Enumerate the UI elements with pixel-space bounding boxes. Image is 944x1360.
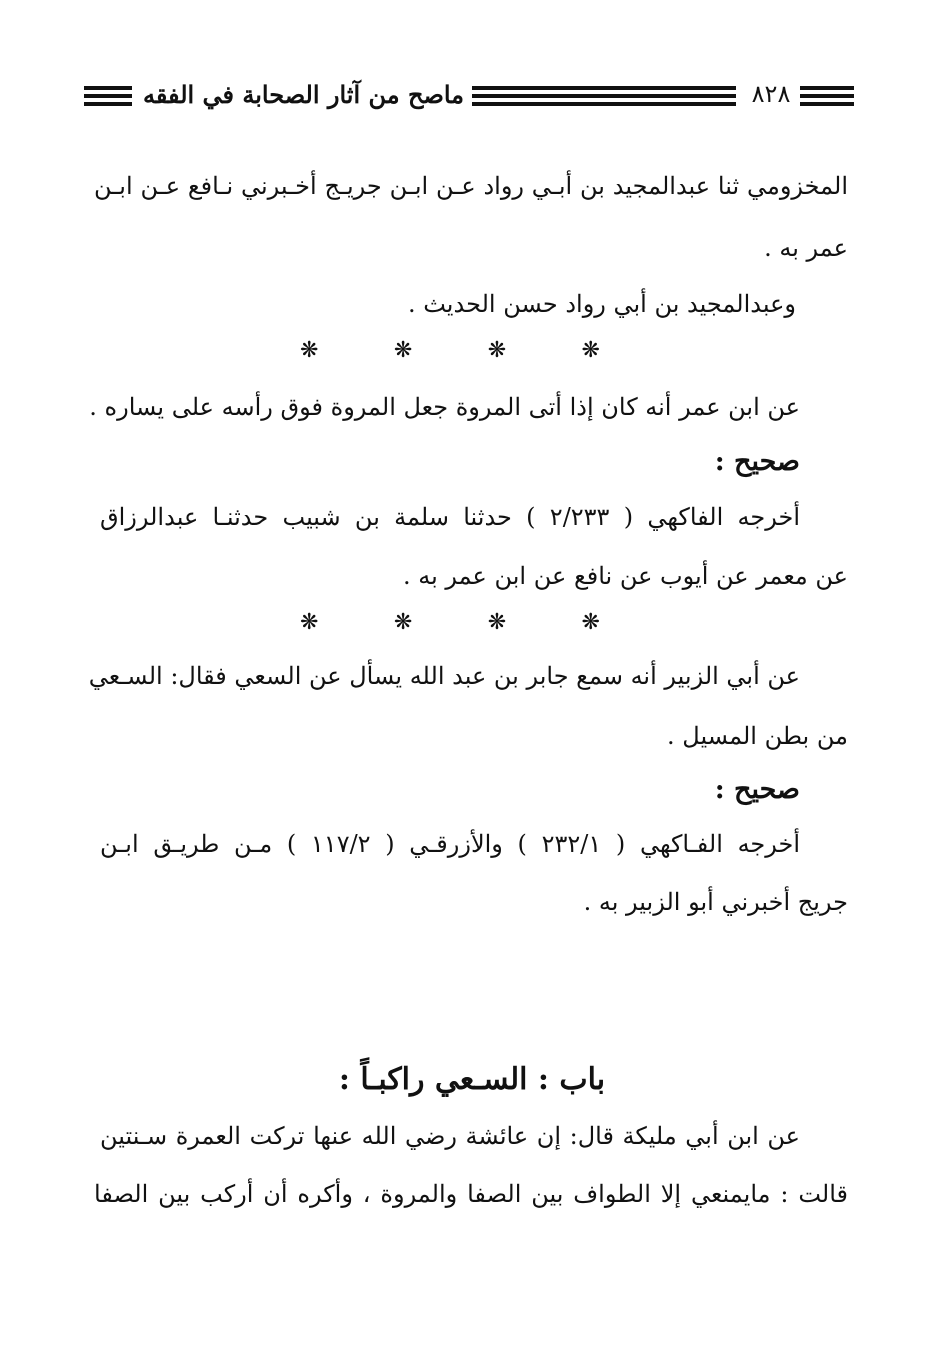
hadith-text: عن ابن أبي مليكة قال: إن عائشة رضي الله عنها تركت العمرة سـنتين bbox=[100, 1122, 800, 1150]
hadith-text: عن ابن عمر أنه كان إذا أتى المروة جعل المروة فوق رأسه على يساره . bbox=[89, 393, 800, 421]
chapter-title: باب : السـعي راكبـاً : bbox=[338, 1062, 606, 1097]
header-rule-left bbox=[84, 86, 132, 110]
header-rule-middle bbox=[472, 86, 736, 110]
source-line: أخرجه الفاكهي ( ٢/٢٣٣ ) حدثنا سلمة بن شبيب حدثنـا عبدالرزاق bbox=[100, 503, 800, 531]
hadith-text: عن أبي الزبير أنه سمع جابر بن عبد الله يسأل عن السعي فقال: السـعي bbox=[88, 662, 800, 690]
paragraph-line: وعبدالمجيد بن أبي رواد حسن الحديث . bbox=[407, 290, 796, 318]
asterism-icon: ❋ bbox=[300, 338, 319, 363]
page-header bbox=[84, 78, 854, 118]
hadith-text: قالت : مايمنعي إلا الطواف بين الصفا والمروة ، وأكره أن أركب بين الصفا bbox=[94, 1180, 848, 1208]
book-title: ماصح من آثار الصحابة في الفقه bbox=[143, 80, 464, 109]
page-number: ٨٢٨ bbox=[751, 80, 791, 108]
asterism-icon: ❋ bbox=[581, 610, 600, 635]
hadith-text: من بطن المسيل . bbox=[667, 722, 848, 750]
grade-heading: صحيح : bbox=[714, 774, 800, 805]
asterism-icon: ❋ bbox=[581, 338, 600, 363]
section-separator bbox=[300, 610, 600, 635]
asterism-icon: ❋ bbox=[487, 338, 507, 363]
asterism-icon: ❋ bbox=[300, 610, 319, 635]
header-rule-right bbox=[800, 86, 854, 110]
asterism-icon: ❋ bbox=[393, 610, 413, 635]
source-line: جريج أخبرني أبو الزبير به . bbox=[583, 888, 848, 916]
section-separator bbox=[300, 338, 600, 363]
paragraph-line: المخزومي ثنا عبدالمجيد بن أبـي رواد عـن ابـن جريـج أخـبرني نـافع عـن ابـن bbox=[94, 172, 848, 200]
source-line: عن معمر عن أيوب عن نافع عن ابن عمر به . bbox=[402, 562, 848, 590]
grade-heading: صحيح : bbox=[714, 446, 800, 477]
asterism-icon: ❋ bbox=[487, 610, 507, 635]
source-line: أخرجه الفـاكهي ( ٢٣٢/١ ) والأزرقـي ( ١١٧/٢ ) مـن طريـق ابـن bbox=[100, 830, 801, 858]
paragraph-line: عمر به . bbox=[764, 234, 848, 262]
asterism-icon: ❋ bbox=[393, 338, 413, 363]
